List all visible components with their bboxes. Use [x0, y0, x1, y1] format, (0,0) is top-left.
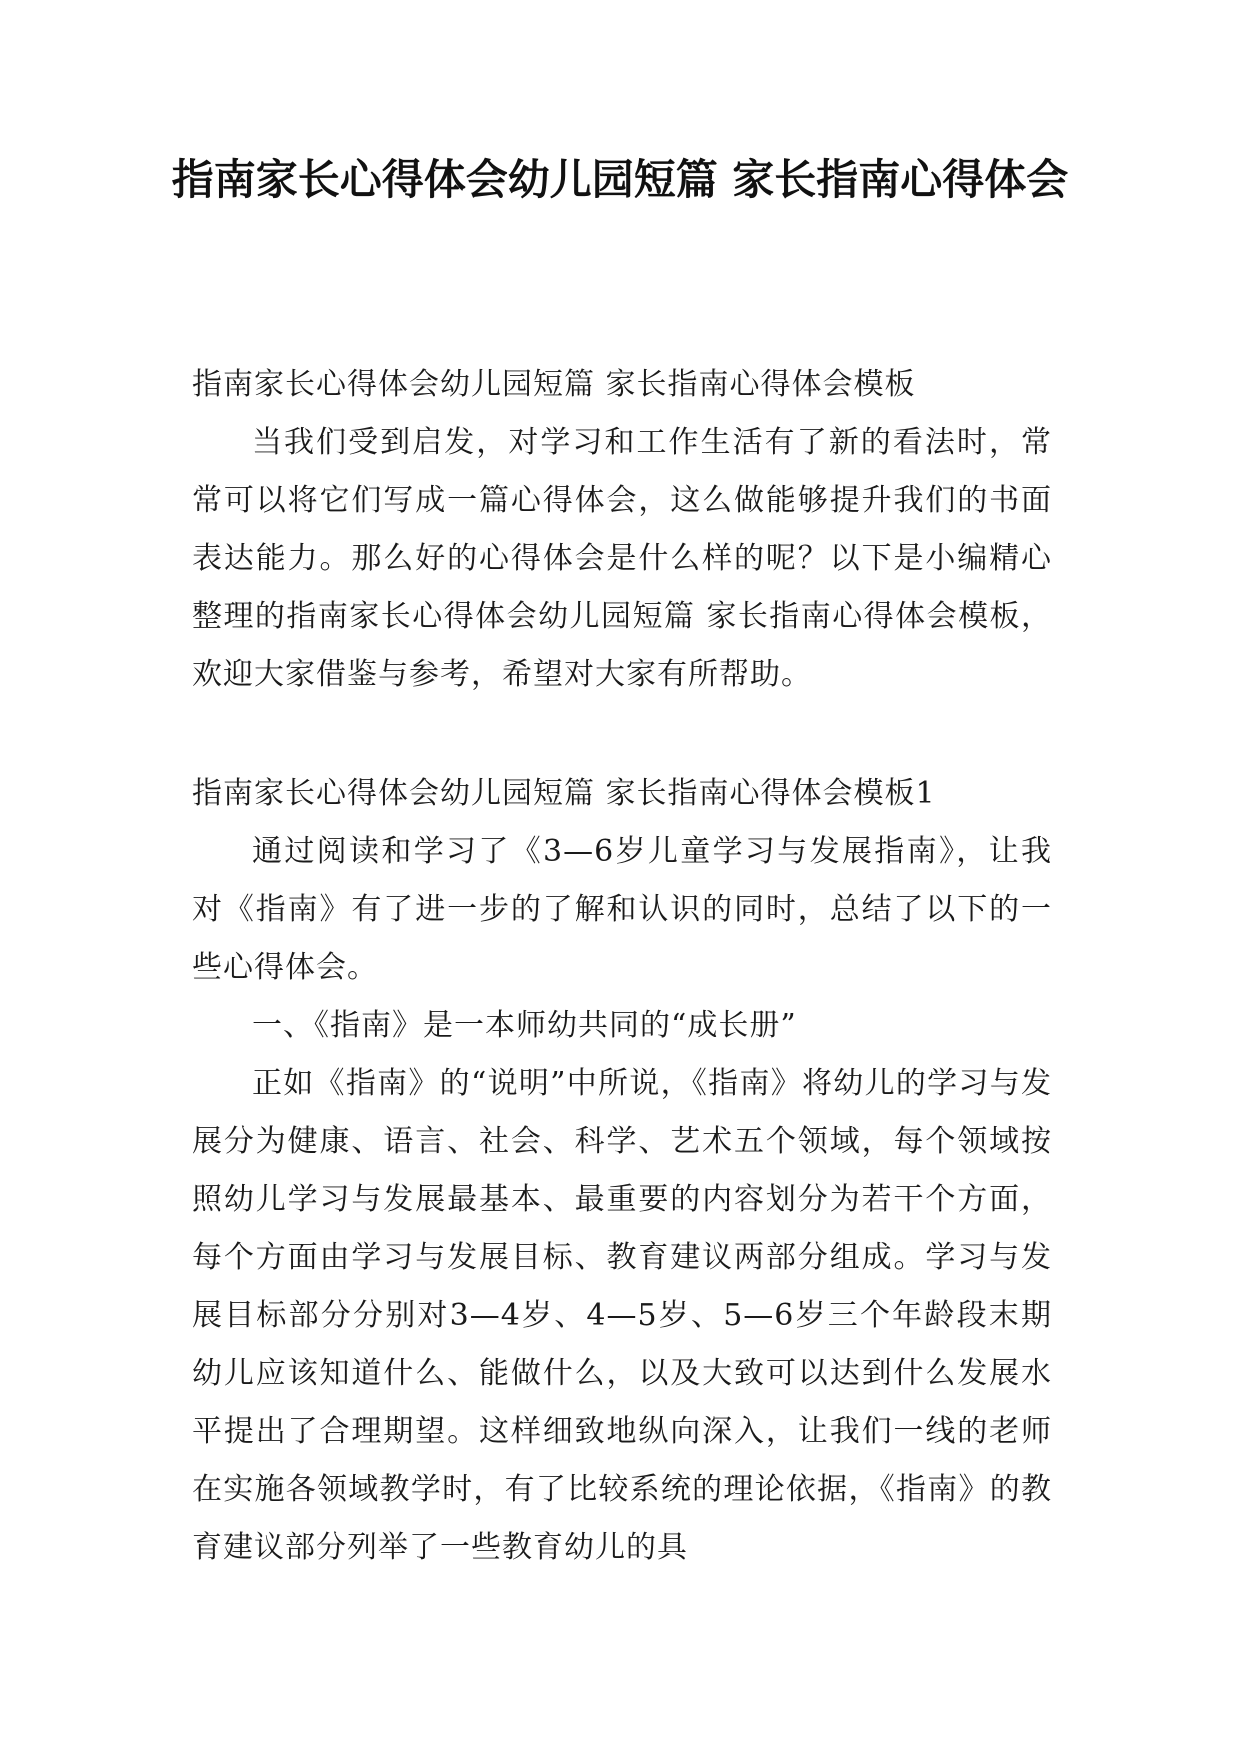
section-template-1	[192, 765, 1052, 1577]
document-title: 指南家长心得体会幼儿园短篇 家长指南心得体会	[171, 155, 1069, 204]
sub-heading: 一、《指南》是一本师幼共同的“成长册”	[252, 1008, 797, 1043]
body-paragraph: 正如《指南》的“说明”中所说，《指南》将幼儿的学习与发展分为健康、语言、社会、科学、艺术五个领域，每个领域按照幼儿学习与发展最基本、最重要的内容划分为若干个方面，每个方面由学习与发展目标、教育建议两部分组成。学习与发展目标部分分别对3—4岁、4—5岁、5—6岁三个年龄段末期幼儿应该知道什么、能做什么，以及大致可以达到什么发展水平提出了合理期望。这样细致地纵向深入，让我们一线的老师在实施各领域教学时，有了比较系统的理论依据，《指南》的教育建议部分列举了一些教育幼儿的具	[192, 1066, 1052, 1565]
intro-paragraph: 当我们受到启发，对学习和工作生活有了新的看法时，常常可以将它们写成一篇心得体会，这么做能够提升我们的书面表达能力。那么好的心得体会是什么样的呢？以下是小编精心整理的指南家长心得体会幼儿园短篇 家长指南心得体会模板，欢迎大家借鉴与参考，希望对大家有所帮助。	[192, 425, 1052, 692]
section-heading: 指南家长心得体会幼儿园短篇 家长指南心得体会模板	[192, 367, 916, 402]
body-paragraph: 通过阅读和学习了《3—6岁儿童学习与发展指南》，让我对《指南》有了进一步的了解和认识的同时，总结了以下的一些心得体会。	[192, 834, 1052, 985]
section-intro	[192, 356, 1052, 704]
section-heading: 指南家长心得体会幼儿园短篇 家长指南心得体会模板1	[192, 776, 936, 811]
